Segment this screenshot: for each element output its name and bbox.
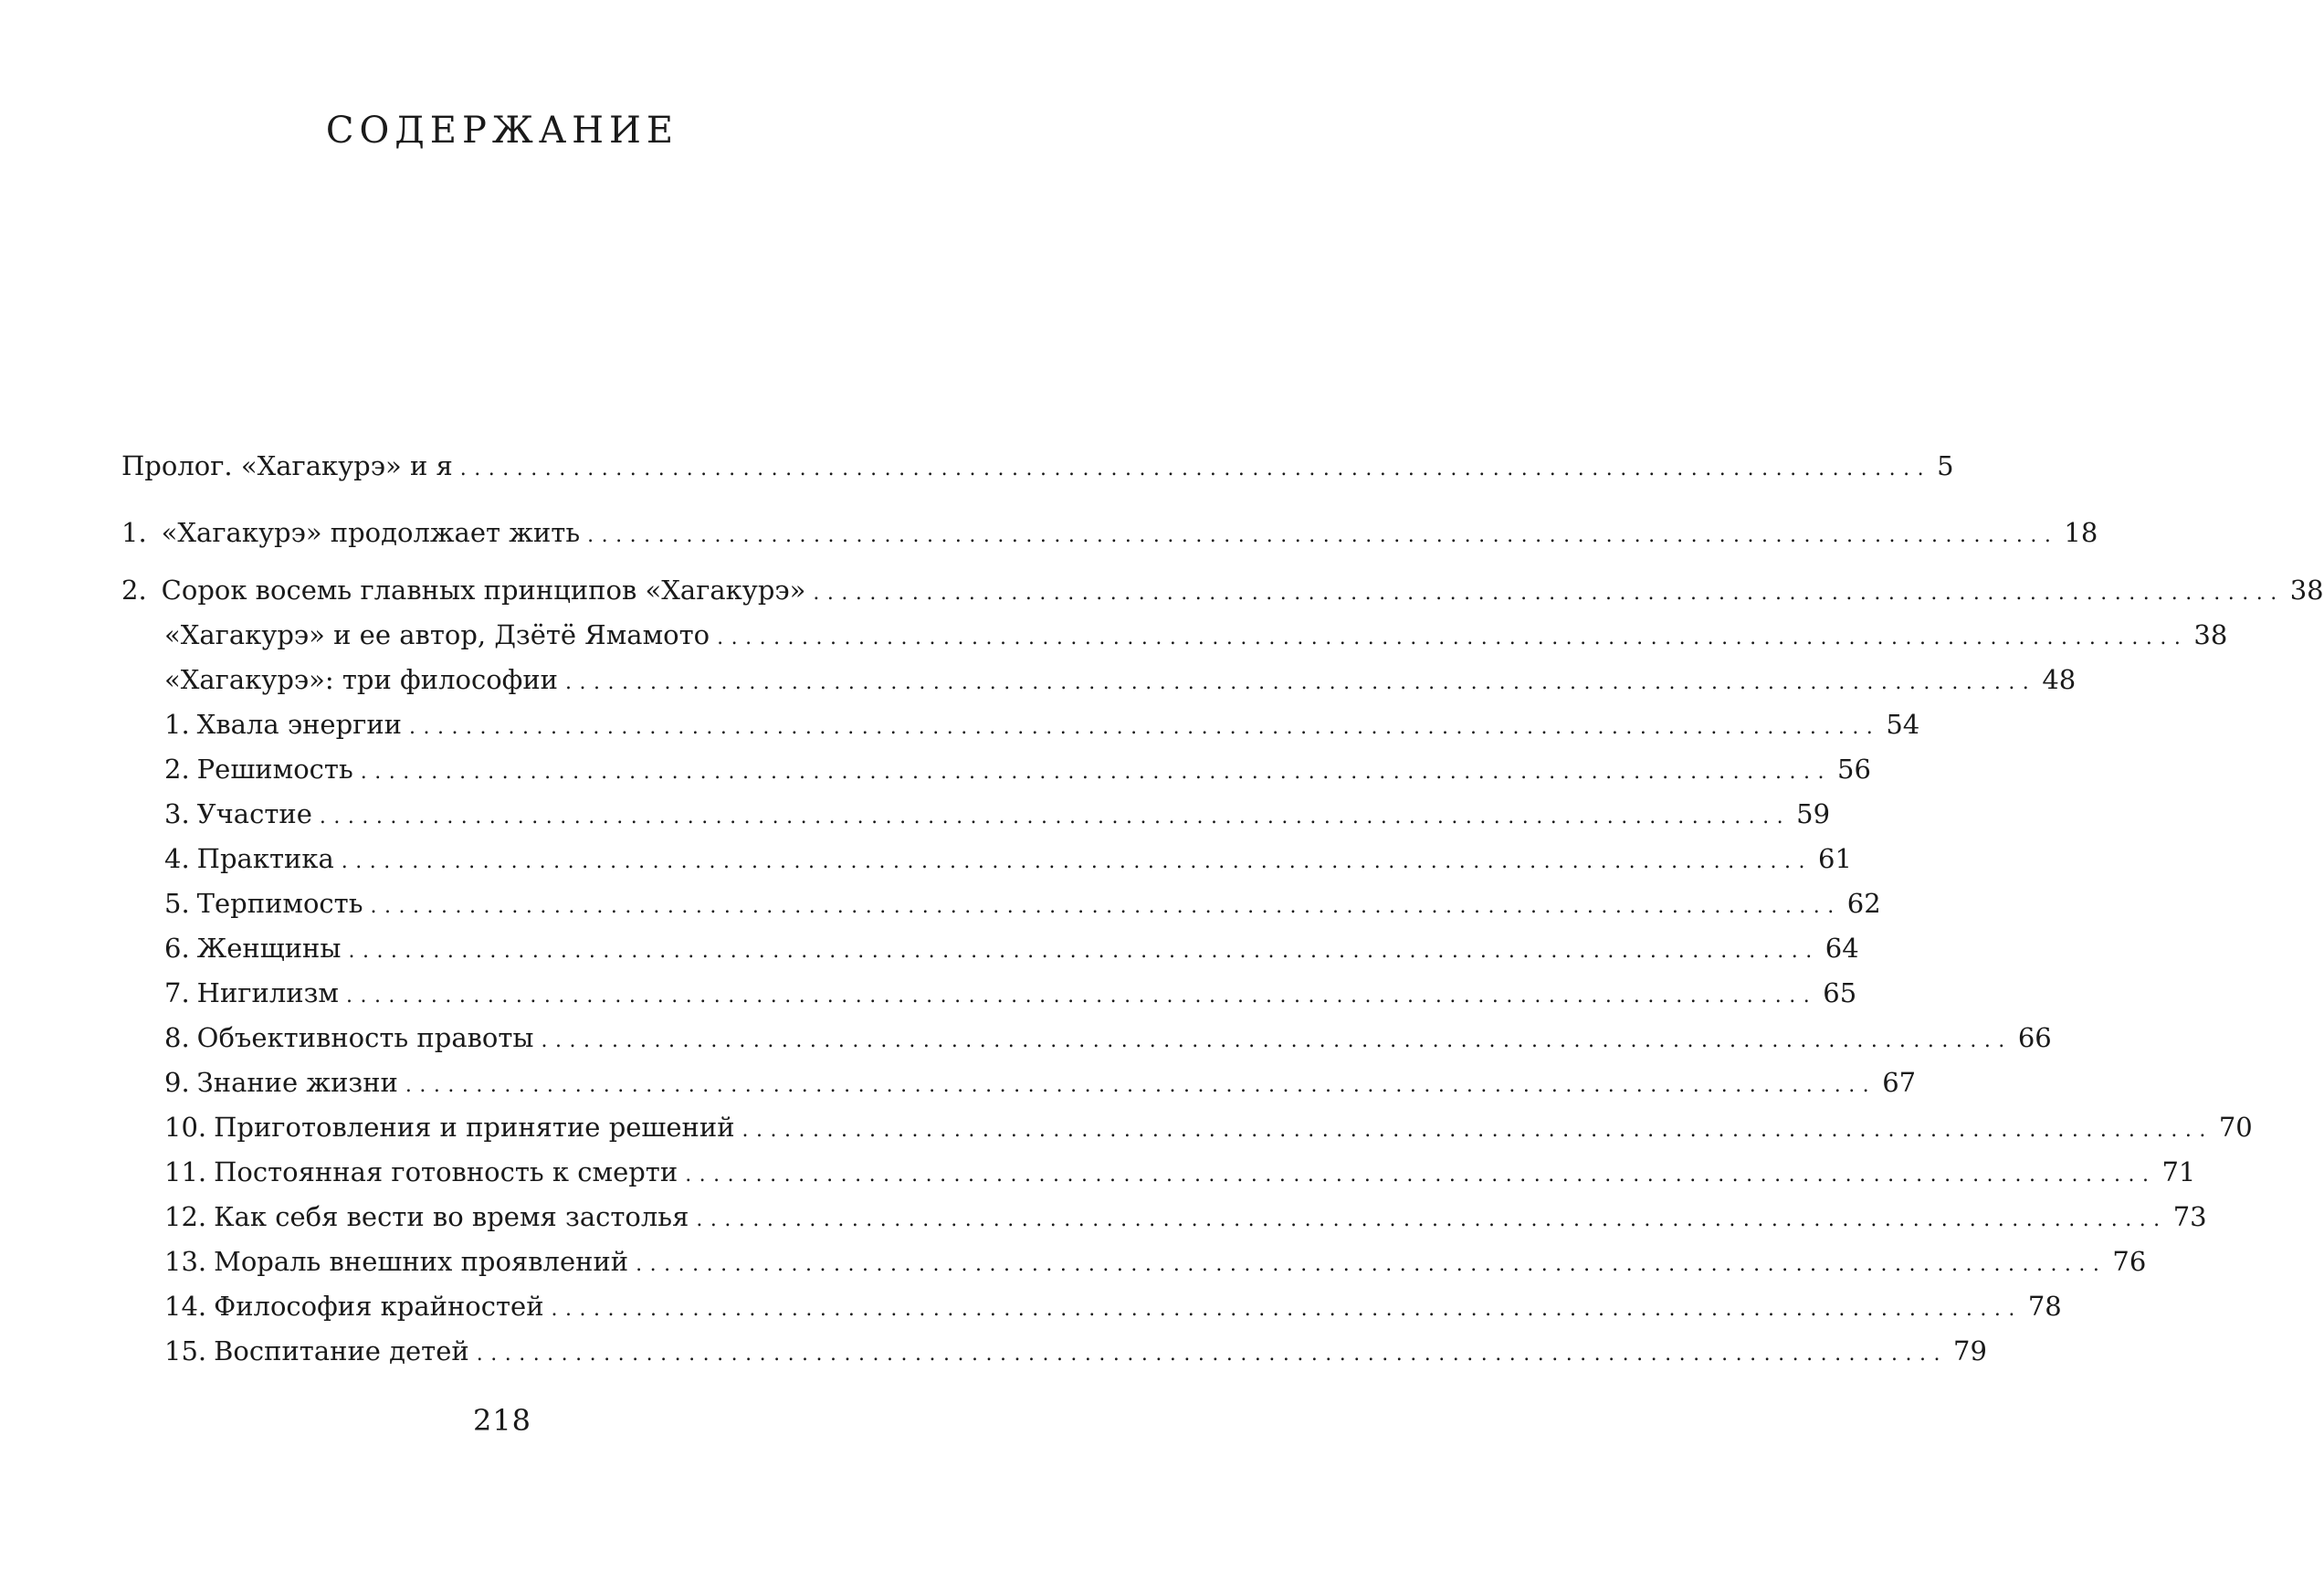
dot-leader: ........................................................................................................	[405, 1074, 1877, 1097]
toc-entry	[164, 1286, 2062, 1326]
toc-entry-label: Постоянная готовность к смерти	[214, 1156, 678, 1187]
dot-leader: ........................................................................................................	[587, 524, 2059, 547]
toc-entry-label: Приготовления и принятие решений	[214, 1112, 735, 1143]
dot-leader: ........................................................................................................	[345, 985, 1818, 1008]
toc-entry-label: Женщины	[196, 933, 342, 964]
dot-leader: ........................................................................................................	[348, 940, 1820, 963]
toc-entry-page: 76	[2112, 1246, 2147, 1277]
dot-leader: ........................................................................................................	[813, 582, 2285, 605]
toc-entry	[164, 794, 1831, 834]
toc-entry-label: Решимость	[196, 754, 353, 785]
toc-entry-label: Участие	[196, 798, 312, 829]
toc-entry-label: Хвала энергии	[196, 709, 403, 740]
toc-entry-number: 2.	[121, 575, 147, 606]
toc-entry	[164, 615, 2228, 655]
toc-entry-page: 5	[1937, 450, 1954, 481]
page-number: 218	[472, 1403, 532, 1438]
toc-entry-page: 67	[1882, 1067, 1917, 1098]
toc-entry-page: 78	[2027, 1291, 2062, 1322]
toc-entry	[164, 1152, 2196, 1192]
toc-entry-number: 5.	[164, 888, 190, 919]
toc-entry-number: 12.	[164, 1201, 207, 1232]
toc-entry-number: 15.	[164, 1335, 207, 1366]
toc-entry-page: 70	[2218, 1112, 2253, 1143]
toc-entry-label: «Хагакурэ» продолжает жить	[161, 517, 581, 548]
toc-entry-page: 62	[1846, 888, 1881, 919]
dot-leader: ........................................................................................................	[409, 716, 1881, 739]
toc-entry-number: 4.	[164, 843, 190, 874]
toc-entry-label: Философия крайностей	[214, 1291, 544, 1322]
toc-entry-page: 79	[1953, 1335, 1987, 1366]
toc-entry	[164, 1018, 2052, 1058]
toc-entry	[164, 704, 1920, 744]
toc-entry	[121, 446, 1954, 486]
toc-entry	[121, 512, 2098, 553]
toc-entry	[121, 570, 2324, 610]
toc-entry-page: 59	[1796, 798, 1831, 829]
dot-leader: ........................................................................................................	[565, 671, 2037, 694]
dot-leader: ........................................................................................................	[370, 895, 1842, 918]
dot-leader: ........................................................................................................	[636, 1253, 2108, 1276]
toc-entry	[164, 749, 1871, 789]
toc-entry-page: 73	[2172, 1201, 2207, 1232]
toc-entry-page: 61	[1818, 843, 1852, 874]
toc-entry	[164, 659, 2077, 700]
toc-entry-page: 18	[2064, 517, 2098, 548]
toc-entry-page: 54	[1886, 709, 1920, 740]
toc-entry	[164, 839, 1852, 879]
dot-leader: ........................................................................................................	[459, 458, 1932, 480]
toc-entry	[164, 1241, 2147, 1282]
toc-entry-page: 64	[1824, 933, 1859, 964]
toc-entry	[164, 973, 1857, 1013]
toc-entry-label: Знание жизни	[196, 1067, 398, 1098]
dot-leader: ........................................................................................................	[319, 806, 1792, 828]
toc-entry-label: «Хагакурэ» и ее автор, Дзётё Ямамото	[164, 619, 710, 650]
toc-entry-page: 38	[2289, 575, 2324, 606]
dot-leader: ........................................................................................................	[476, 1343, 1949, 1366]
toc-entry-page: 66	[2017, 1022, 2052, 1053]
toc-entry-label: Нигилизм	[196, 977, 339, 1008]
dot-leader: ........................................................................................................	[717, 627, 2189, 649]
toc-entry	[164, 1331, 1987, 1371]
toc-entry-number: 1.	[164, 709, 190, 740]
toc-entry-number: 11.	[164, 1156, 207, 1187]
toc-entry-page: 48	[2042, 664, 2077, 695]
toc-entry	[164, 928, 1859, 968]
toc-entry-label: Воспитание детей	[214, 1335, 469, 1366]
dot-leader: ........................................................................................................	[696, 1208, 2168, 1231]
page-title: СОДЕРЖАНИЕ	[325, 110, 679, 152]
toc-entry-page: 56	[1837, 754, 1871, 785]
toc-entry-number: 1.	[121, 517, 147, 548]
toc-entry-label: Объективность правоты	[196, 1022, 534, 1053]
toc-entry	[164, 1197, 2207, 1237]
dot-leader: ........................................................................................................	[541, 1029, 2013, 1052]
toc-entry-number: 2.	[164, 754, 190, 785]
toc-entry-label: Сорок восемь главных принципов «Хагакурэ»	[161, 575, 806, 606]
toc-entry-number: 6.	[164, 933, 190, 964]
toc-entry-label: Пролог. «Хагакурэ» и я	[121, 450, 453, 481]
toc-entry-label: Практика	[196, 843, 334, 874]
toc-entry-number: 8.	[164, 1022, 190, 1053]
toc-entry-number: 9.	[164, 1067, 190, 1098]
toc-entry-number: 3.	[164, 798, 190, 829]
toc-entry-label: Терпимость	[196, 888, 363, 919]
dot-leader: ........................................................................................................	[741, 1119, 2214, 1142]
toc-entry-label: Мораль внешних проявлений	[214, 1246, 629, 1277]
toc-entry	[164, 883, 1881, 923]
dot-leader: ........................................................................................................	[341, 850, 1814, 873]
toc-entry-page: 71	[2161, 1156, 2196, 1187]
toc-entry-label: «Хагакурэ»: три философии	[164, 664, 559, 695]
dot-leader: ........................................................................................................	[685, 1164, 2157, 1187]
dot-leader: ........................................................................................................	[360, 761, 1833, 784]
toc-entry-number: 13.	[164, 1246, 207, 1277]
toc-entry-page: 65	[1823, 977, 1857, 1008]
toc-entry-number: 14.	[164, 1291, 207, 1322]
toc-entry-label: Как себя вести во время застолья	[214, 1201, 689, 1232]
toc-entry	[164, 1107, 2253, 1147]
toc-entry-number: 10.	[164, 1112, 207, 1143]
toc-entry-number: 7.	[164, 977, 190, 1008]
toc-entry-page: 38	[2193, 619, 2228, 650]
dot-leader: ........................................................................................................	[551, 1298, 2023, 1321]
toc-entry	[164, 1062, 1917, 1103]
